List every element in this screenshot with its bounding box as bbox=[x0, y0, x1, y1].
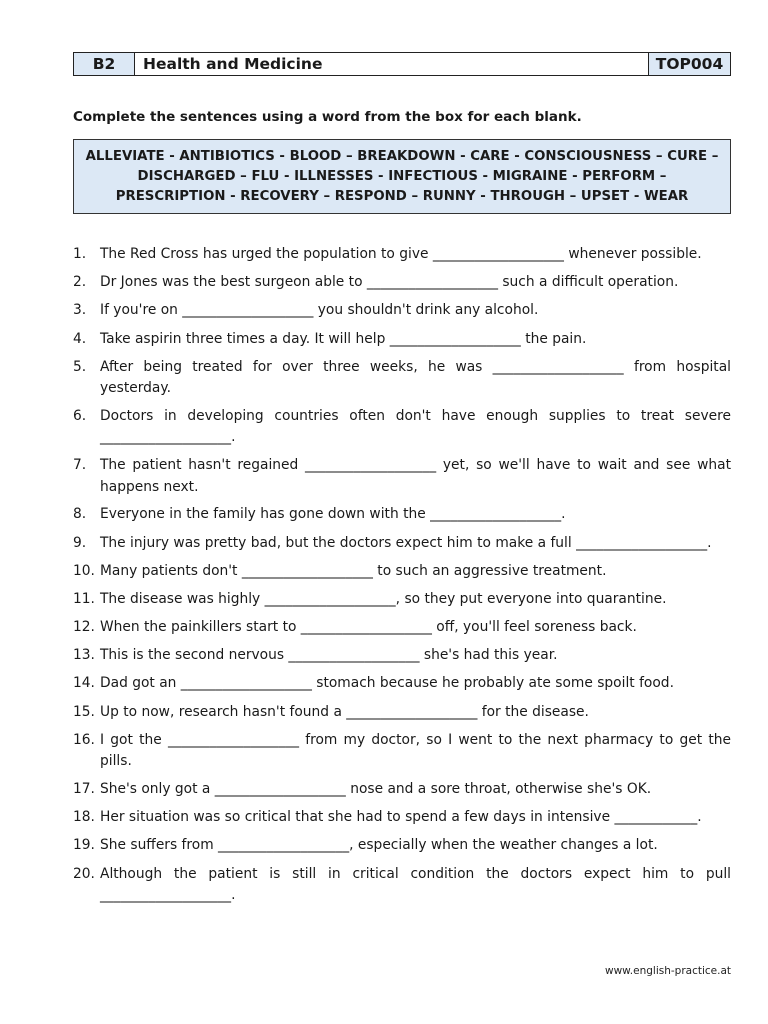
item-sentence: The patient hasn't regained ___________________ yet, so we'll have to wait and see what happens next. bbox=[100, 457, 731, 495]
item-number: 6. bbox=[73, 407, 87, 424]
item-sentence: After being treated for over three weeks, he was ___________________ from hospital yesterday. bbox=[100, 358, 731, 397]
item-number: 1. bbox=[73, 246, 87, 262]
instruction-text: Complete the sentences using a word from the box for each blank. bbox=[73, 109, 582, 125]
exercise-item bbox=[73, 272, 731, 294]
item-sentence: Dad got an ___________________ stomach because he probably ate some spoilt food. bbox=[100, 675, 674, 692]
item-sentence: I got the ___________________ from my doctor, so I went to the next pharmacy to get the pills. bbox=[100, 731, 731, 770]
item-number: 18. bbox=[73, 809, 95, 826]
word-box-line: ALLEVIATE - ANTIBIOTICS - BLOOD – BREAKDOWN - CARE - CONSCIOUSNESS – CURE – bbox=[85, 148, 719, 164]
exercise-item bbox=[73, 730, 731, 773]
item-number: 14. bbox=[73, 675, 95, 692]
item-number: 2. bbox=[73, 274, 87, 291]
exercise-item bbox=[73, 673, 731, 695]
item-sentence: Her situation was so critical that she had to spend a few days in intensive ____________. bbox=[100, 809, 702, 826]
item-number: 17. bbox=[73, 781, 95, 797]
item-sentence: She suffers from ___________________, especially when the weather changes a lot. bbox=[100, 837, 658, 854]
exercise-item bbox=[73, 617, 731, 639]
word-box-line: PRESCRIPTION - RECOVERY – RESPOND – RUNNY - THROUGH – UPSET - WEAR bbox=[115, 188, 689, 204]
exercise-item bbox=[73, 406, 731, 449]
item-number: 5. bbox=[73, 358, 87, 375]
worksheet-header bbox=[73, 52, 731, 76]
item-sentence: Everyone in the family has gone down with the ___________________. bbox=[100, 506, 566, 523]
exercise-item bbox=[73, 864, 731, 907]
exercise-item bbox=[73, 702, 731, 724]
item-number: 19. bbox=[73, 837, 95, 854]
exercise-item bbox=[73, 329, 731, 351]
exercise-item bbox=[73, 357, 731, 400]
item-number: 15. bbox=[73, 703, 95, 720]
exercise-item bbox=[73, 561, 731, 583]
exercise-item bbox=[73, 244, 731, 266]
item-sentence: When the painkillers start to ___________________ off, you'll feel soreness back. bbox=[100, 619, 637, 636]
item-sentence: Doctors in developing countries often don't have enough supplies to treat severe ___________________. bbox=[100, 407, 731, 446]
item-sentence: Dr Jones was the best surgeon able to ___________________ such a difficult operation. bbox=[100, 274, 679, 291]
item-number: 12. bbox=[73, 619, 95, 636]
item-sentence: She's only got a ___________________ nose and a sore throat, otherwise she's OK. bbox=[100, 781, 652, 797]
worksheet-code: TOP004 bbox=[648, 53, 730, 75]
item-sentence: The injury was pretty bad, but the doctors expect him to make a full ___________________. bbox=[100, 534, 712, 551]
worksheet-title: Health and Medicine bbox=[143, 55, 323, 73]
footer-url: www.english-practice.at bbox=[604, 965, 731, 977]
word-box bbox=[73, 139, 731, 214]
item-sentence: This is the second nervous ___________________ she's had this year. bbox=[100, 647, 558, 664]
word-box-line: DISCHARGED – FLU - ILLNESSES - INFECTIOUS - MIGRAINE - PERFORM – bbox=[137, 168, 667, 184]
exercise-item bbox=[73, 455, 731, 498]
item-sentence: Take aspirin three times a day. It will help ___________________ the pain. bbox=[100, 330, 587, 347]
level-badge: B2 bbox=[74, 53, 135, 75]
item-number: 13. bbox=[73, 647, 95, 664]
item-number: 16. bbox=[73, 731, 95, 748]
item-sentence: Although the patient is still in critical condition the doctors expect him to pull ___________________. bbox=[100, 865, 731, 904]
item-sentence: The disease was highly ___________________, so they put everyone into quarantine. bbox=[100, 590, 667, 607]
item-sentence: If you're on ___________________ you shouldn't drink any alcohol. bbox=[100, 302, 539, 319]
item-number: 4. bbox=[73, 330, 87, 347]
exercise-item bbox=[73, 504, 731, 526]
exercise-item bbox=[73, 589, 731, 611]
exercise-item bbox=[73, 300, 731, 322]
item-number: 9. bbox=[73, 534, 87, 551]
item-number: 10. bbox=[73, 562, 95, 579]
item-number: 7. bbox=[73, 457, 87, 474]
exercise-list bbox=[73, 244, 731, 913]
exercise-item bbox=[73, 533, 731, 555]
exercise-item bbox=[73, 645, 731, 667]
item-number: 3. bbox=[73, 302, 87, 319]
exercise-item bbox=[73, 779, 731, 801]
item-number: 11. bbox=[73, 590, 95, 607]
exercise-item bbox=[73, 807, 731, 829]
item-sentence: Up to now, research hasn't found a ___________________ for the disease. bbox=[100, 703, 589, 720]
item-number: 8. bbox=[73, 506, 87, 523]
item-sentence: Many patients don't ___________________ to such an aggressive treatment. bbox=[100, 562, 607, 579]
item-sentence: The Red Cross has urged the population to give ___________________ whenever possible. bbox=[100, 246, 702, 262]
item-number: 20. bbox=[73, 865, 95, 882]
exercise-item bbox=[73, 835, 731, 857]
